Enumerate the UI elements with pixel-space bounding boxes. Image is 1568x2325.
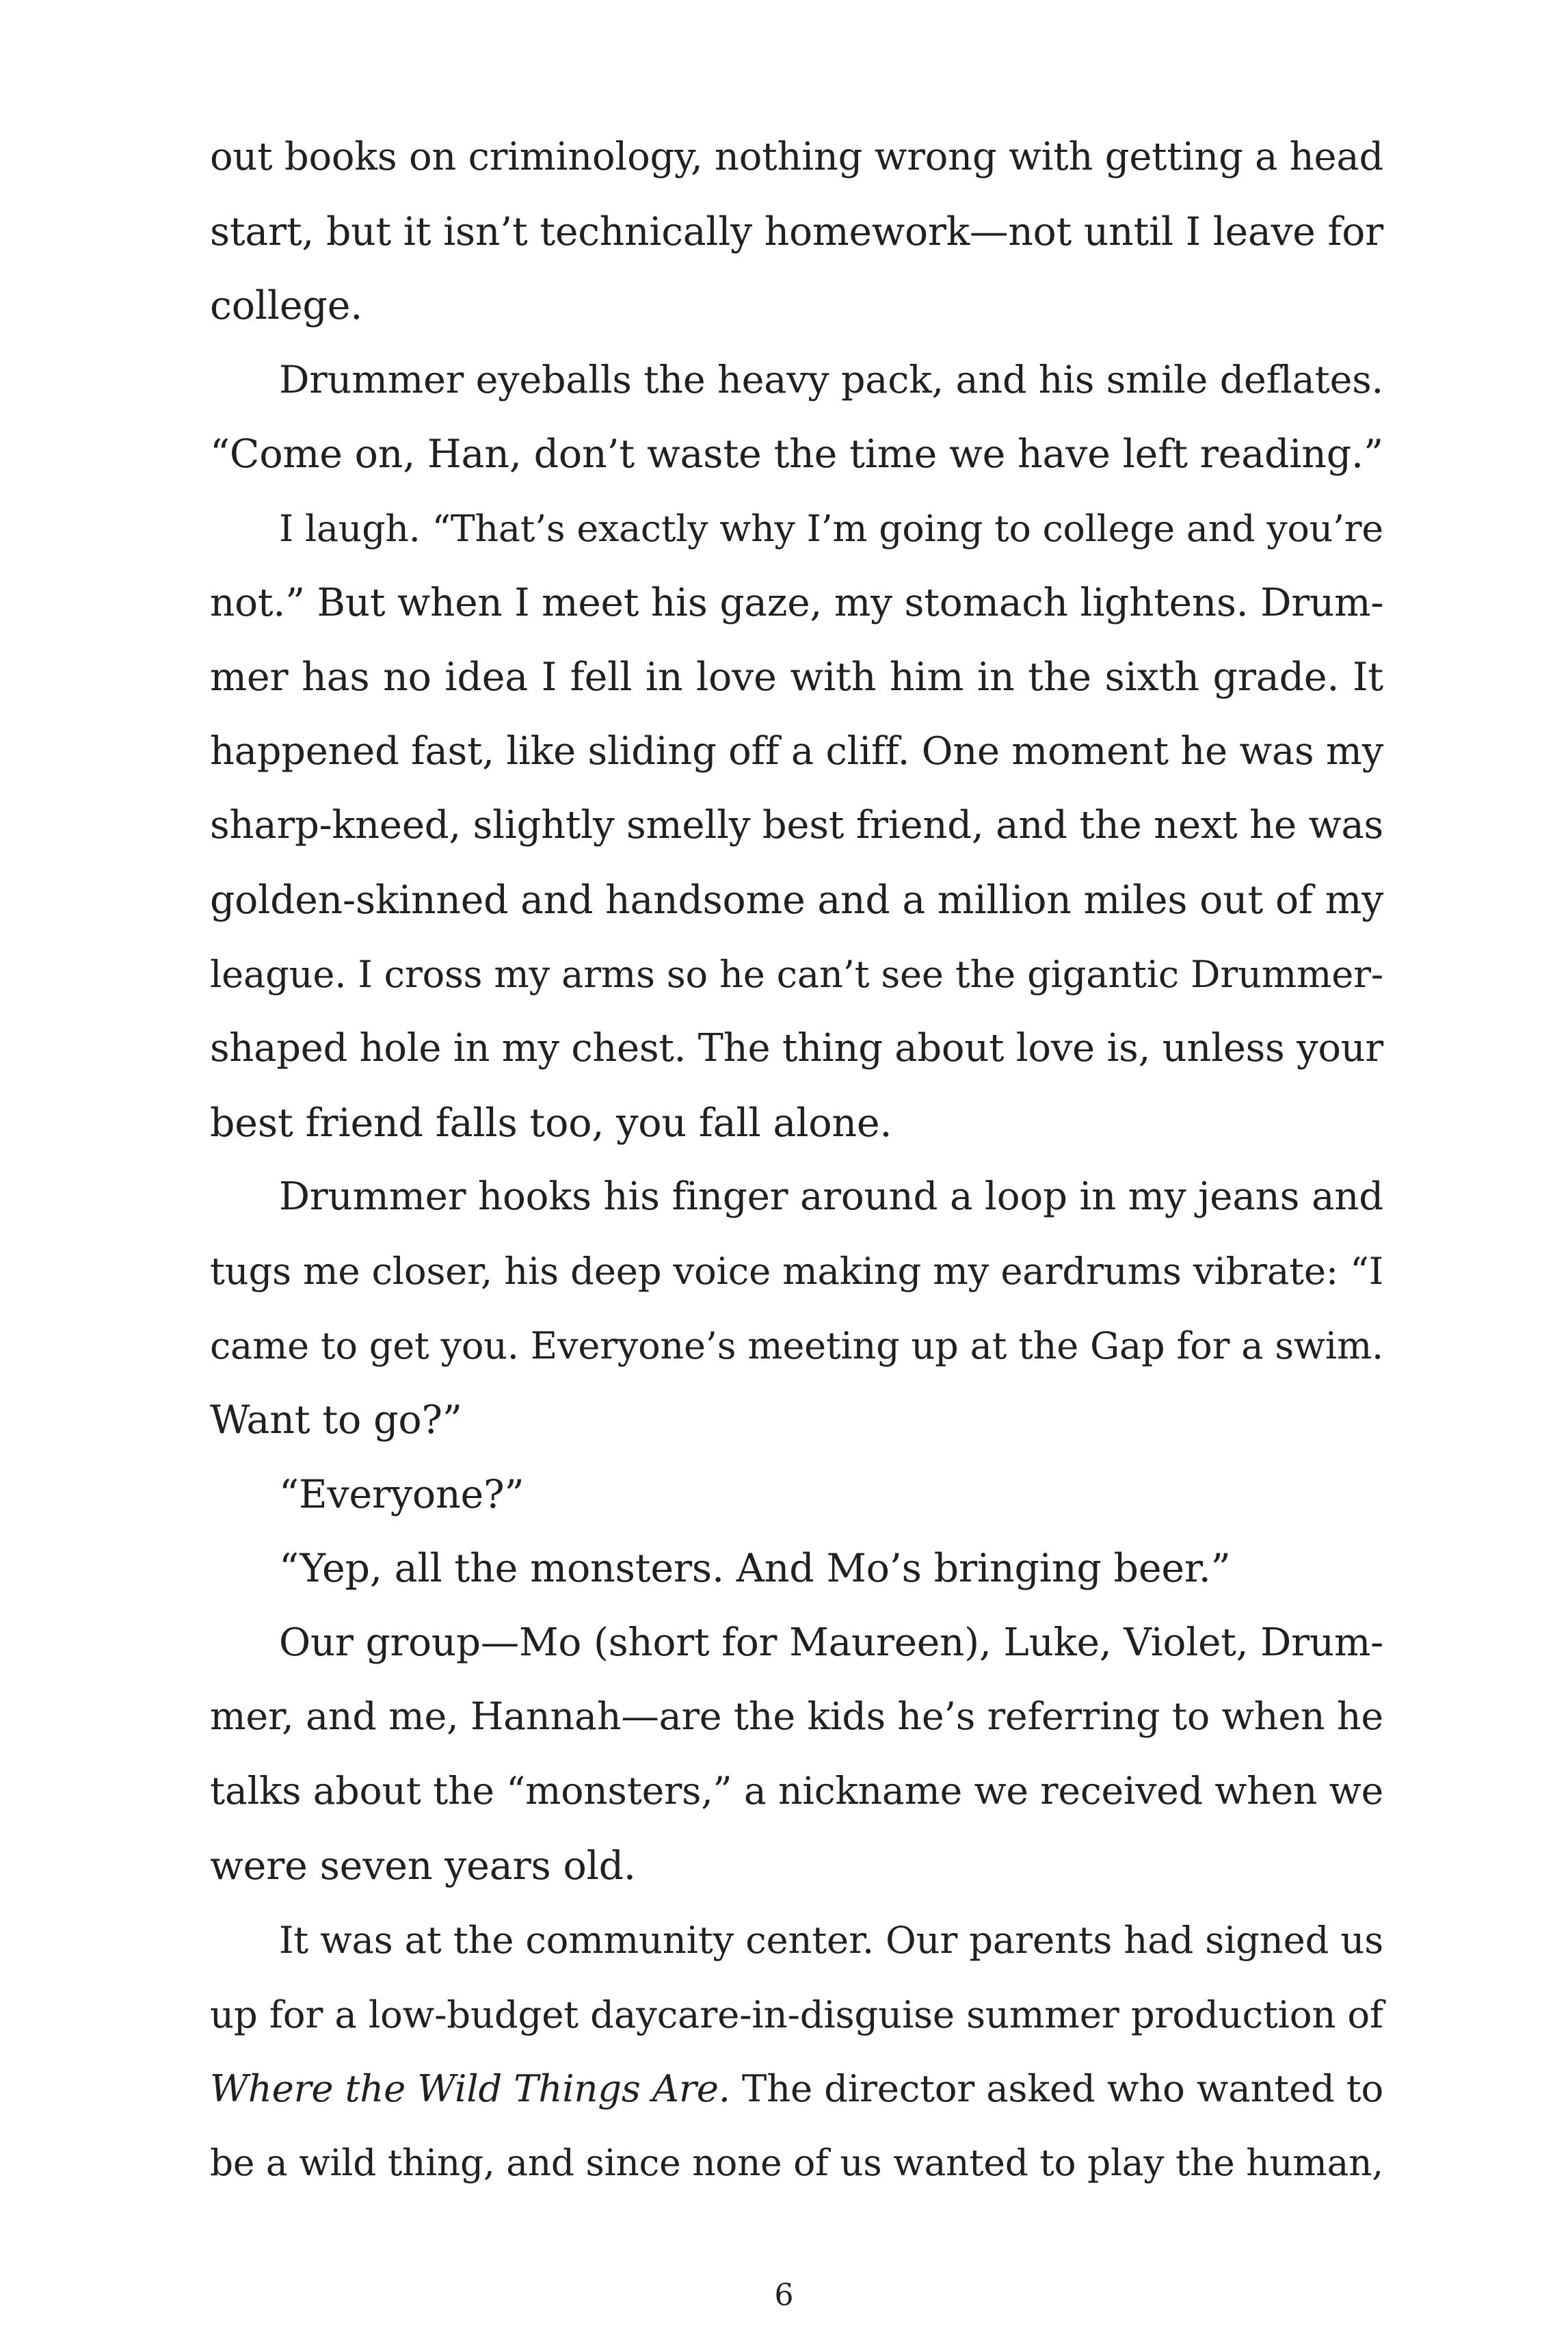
text-line: up for a low-budget daycare-in-disguise summer production of [210,1992,1383,2036]
text-line: It was at the community center. Our parents had signed us [279,1918,1383,1962]
text-line: mer, and me, Hannah—are the kids he’s referring to when he [210,1695,1383,1739]
text-line: mer has no idea I fell in love with him in the sixth grade. It [210,655,1383,700]
text-line: Our group—Mo (short for Maureen), Luke, Violet, Drum- [279,1620,1383,1665]
text-line: Want to go?” [210,1397,462,1443]
text-line: came to get you. Everyone’s meeting up at the Gap for a swim. [210,1324,1383,1367]
text-line: tugs me closer, his deep voice making my eardrums vibrate: “I [210,1249,1383,1293]
text-line: golden-skinned and handsome and a million miles out of my [210,877,1384,923]
text-line: “Everyone?” [279,1471,524,1517]
text-line: college. [210,283,363,329]
text-line [210,2051,1383,2126]
text-line: start, but it isn’t technically homework—not until I leave for [210,209,1383,254]
text-line: sharp-kneed, slightly smelly best friend, and the next he was [210,803,1383,848]
text-line: not.” But when I meet his gaze, my stomach lightens. Drum- [210,580,1384,625]
text-line: be a wild thing, and since none of us wanted to play the human, [210,2142,1383,2185]
text-line: out books on criminology, nothing wrong with getting a head [210,135,1383,179]
text-line: Drummer eyeballs the heavy pack, and his smile deflates. [279,357,1383,402]
text-line-rest: The director asked who wanted to [730,2066,1384,2111]
text-line: happened fast, like sliding off a cliff. One moment he was my [210,728,1383,774]
text-line: shaped hole in my chest. The thing about love is, unless your [210,1026,1383,1071]
text-line: “Yep, all the monsters. And Mo’s bringing beer.” [279,1546,1231,1592]
page-number: 6 [774,2278,794,2313]
text-line: Drummer hooks his finger around a loop in my jeans and [279,1174,1383,1220]
text-line: I laugh. “That’s exactly why I’m going to college and you’re [279,506,1383,550]
text-line: “Come on, Han, don’t waste the time we have left reading.” [210,432,1383,477]
text-line: best friend falls too, you fall alone. [210,1100,892,1146]
text-line: talks about the “monsters,” a nickname we received when we [210,1770,1383,1814]
text-line: league. I cross my arms so he can’t see the gigantic Drummer- [210,952,1383,996]
book-title-italic: Where the Wild Things Are. [210,2066,730,2111]
body-text [210,120,1383,2201]
text-line: were seven years old. [210,1843,636,1889]
